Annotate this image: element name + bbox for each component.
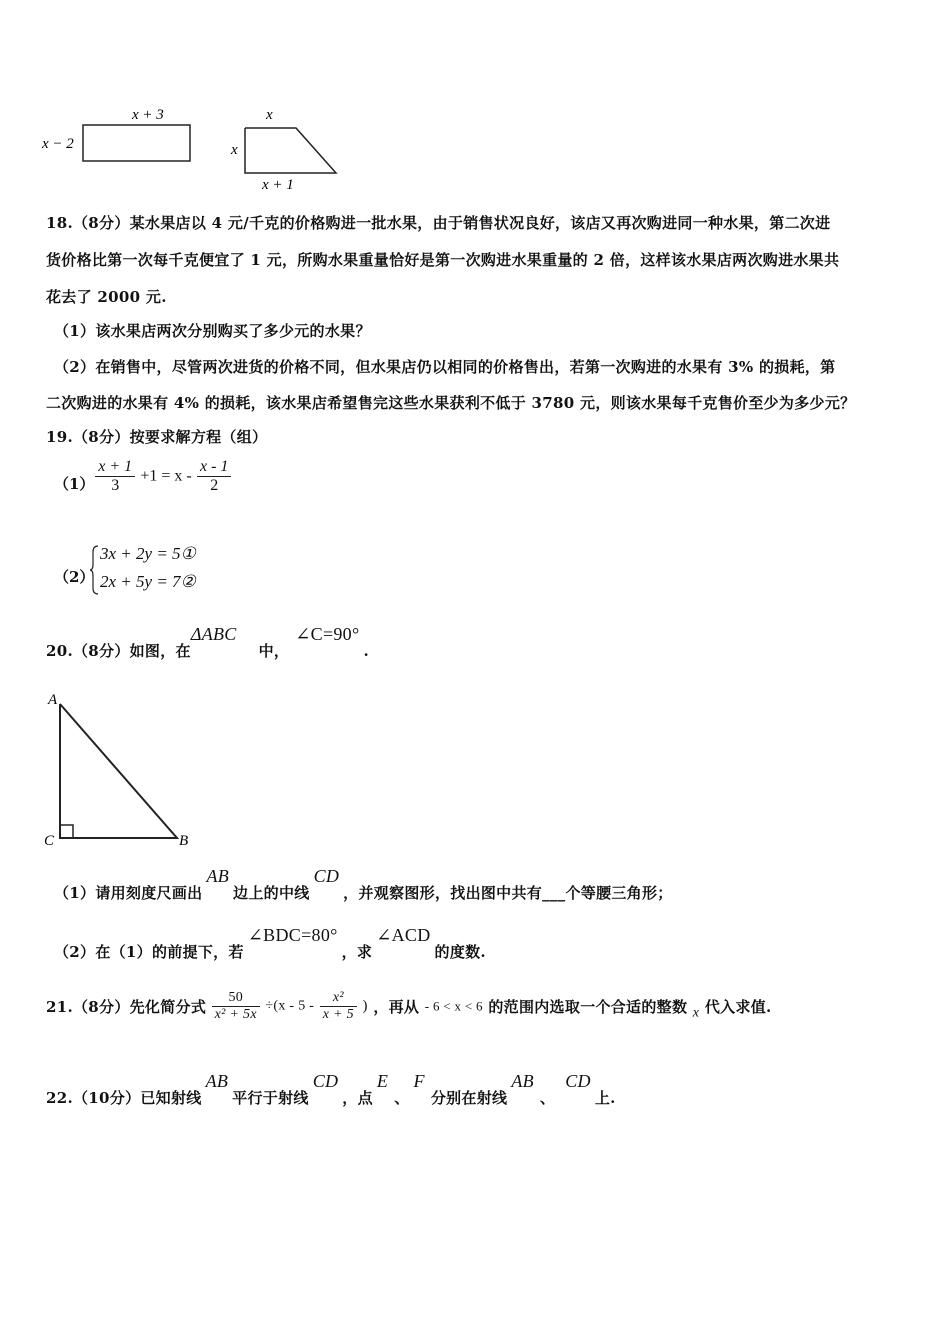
q22-cd: CD <box>312 1071 339 1091</box>
q21-f2-num: x² <box>320 990 357 1007</box>
trapezoid-shape <box>245 128 336 173</box>
q18-part2-line2: 二次购进的水果有 4% 的损耗，该水果店希望售完这些水果获利不低于 3780 元，则该水果每千克售价至少为多少元？ <box>46 394 856 412</box>
q21-f1-den: x² + 5x <box>214 1007 257 1022</box>
q21-close: ) <box>362 998 368 1014</box>
eq1-fraction-left <box>95 458 135 495</box>
vertex-C: C <box>44 833 55 849</box>
q21-prefix: 21.（8分）先化简分式 <box>46 998 207 1016</box>
q22-t6: 上. <box>594 1089 616 1107</box>
q22-ab: AB <box>205 1071 229 1091</box>
q20-mid: 中， <box>258 642 290 660</box>
q20-part2-c: 的度数. <box>434 943 486 961</box>
q19-title: 19.（8分）按要求解方程（组） <box>46 428 268 446</box>
q20-part2-angle2: ∠ACD <box>376 925 431 945</box>
q20-part1-b: 边上的中线 <box>233 884 310 902</box>
q22-f: F <box>413 1071 425 1091</box>
right-triangle-figure <box>40 688 200 853</box>
vertex-A: A <box>48 692 58 708</box>
rect-left-label: x − 2 <box>42 136 74 152</box>
eq1-fraction-right <box>197 458 231 495</box>
sys-line2: 2x + 5y = 7② <box>100 572 196 591</box>
q20-end: . <box>363 642 369 660</box>
q22-t4: 分别在射线 <box>430 1089 508 1107</box>
trap-left-label: x <box>231 142 238 158</box>
eq1-middle: +1 = x - <box>140 467 192 485</box>
q22-cd2: CD <box>565 1071 591 1091</box>
rect-top-label: x + 3 <box>132 107 164 123</box>
q20-part2-angle1: ∠BDC=80° <box>247 925 338 945</box>
q22 <box>46 1071 616 1107</box>
q20-part1 <box>54 866 673 902</box>
q21-end: 代入求值. <box>704 998 772 1016</box>
eq1-den2: 2 <box>210 477 219 494</box>
eq1-num1: x + 1 <box>95 458 135 477</box>
q20-part1-cd: CD <box>313 866 340 886</box>
q18-line1: 18.（8分）某水果店以 4 元/千克的价格购进一批水果，由于销售状况良好，该店又再次购进同一种水果，第二次进 <box>46 214 831 232</box>
q22-e: E <box>376 1071 389 1091</box>
q20-triangle: ΔABC <box>190 624 237 644</box>
q21-f2-den: x + 5 <box>322 1007 354 1022</box>
q20-part1-a: （1）请用刻度尺画出 <box>54 884 203 902</box>
q21-f1-num: 50 <box>212 990 260 1007</box>
sys-line1: 3x + 2y = 5① <box>100 544 196 563</box>
q21 <box>46 990 772 1023</box>
q21-var: x <box>692 1005 700 1021</box>
q20-heading <box>46 624 369 660</box>
rectangle-shape <box>83 125 190 161</box>
q20-prefix: 20.（8分）如图，在 <box>46 642 191 660</box>
q19-part1-label: （1） <box>54 474 95 493</box>
vertex-B: B <box>179 833 189 849</box>
q20-part2-a: （2）在（1）的前提下，若 <box>54 943 244 961</box>
q22-t3: 、 <box>394 1089 410 1107</box>
system-brace <box>90 544 100 596</box>
q21-fraction2 <box>320 990 357 1023</box>
q18-line2: 货价格比第一次每千克便宜了 1 元，所购水果重量恰好是第一次购进水果重量的 2 倍，这样该水果店两次购进水果共 <box>46 251 840 269</box>
trap-bottom-label: x + 1 <box>262 177 294 193</box>
q21-op: ÷(x - 5 - <box>265 998 315 1014</box>
q22-prefix: 22.（10分）已知射线 <box>46 1089 202 1107</box>
q21-fraction1 <box>212 990 260 1023</box>
q21-after: 的范围内选取一个合适的整数 <box>488 998 688 1016</box>
q18-line3: 花去了 2000 元. <box>46 288 167 306</box>
q22-t5: 、 <box>539 1089 556 1107</box>
eq1-den1: 3 <box>111 477 120 494</box>
q22-t2: ，点 <box>342 1089 373 1107</box>
eq1-num2: x - 1 <box>197 458 231 477</box>
q20-part1-ab: AB <box>206 866 230 886</box>
q19-eq1 <box>54 458 231 495</box>
q20-part2-b: ，求 <box>341 943 373 961</box>
top-figures <box>40 100 360 195</box>
q22-t1: 平行于射线 <box>232 1089 309 1107</box>
q19-part2-label: （2） <box>54 568 95 586</box>
q20-angle: ∠C=90° <box>295 624 360 644</box>
trap-top-label: x <box>266 107 273 123</box>
triangle-shape <box>60 704 177 838</box>
right-angle-mark <box>60 825 73 838</box>
q18-part2-line1: （2）在销售中，尽管两次进货的价格不同，但水果店仍以相同的价格售出，若第一次购进的水果有 3% 的损耗，第 <box>54 358 836 376</box>
q21-mid: ，再从 <box>373 998 420 1016</box>
q21-range: - 6 < x < 6 <box>424 998 483 1014</box>
q20-part2 <box>54 925 486 961</box>
q18-part1: （1）该水果店两次分别购买了多少元的水果？ <box>54 322 371 340</box>
q20-part1-c: ，并观察图形，找出图中共有___个等腰三角形； <box>343 884 673 902</box>
q22-ab2: AB <box>511 1071 534 1091</box>
